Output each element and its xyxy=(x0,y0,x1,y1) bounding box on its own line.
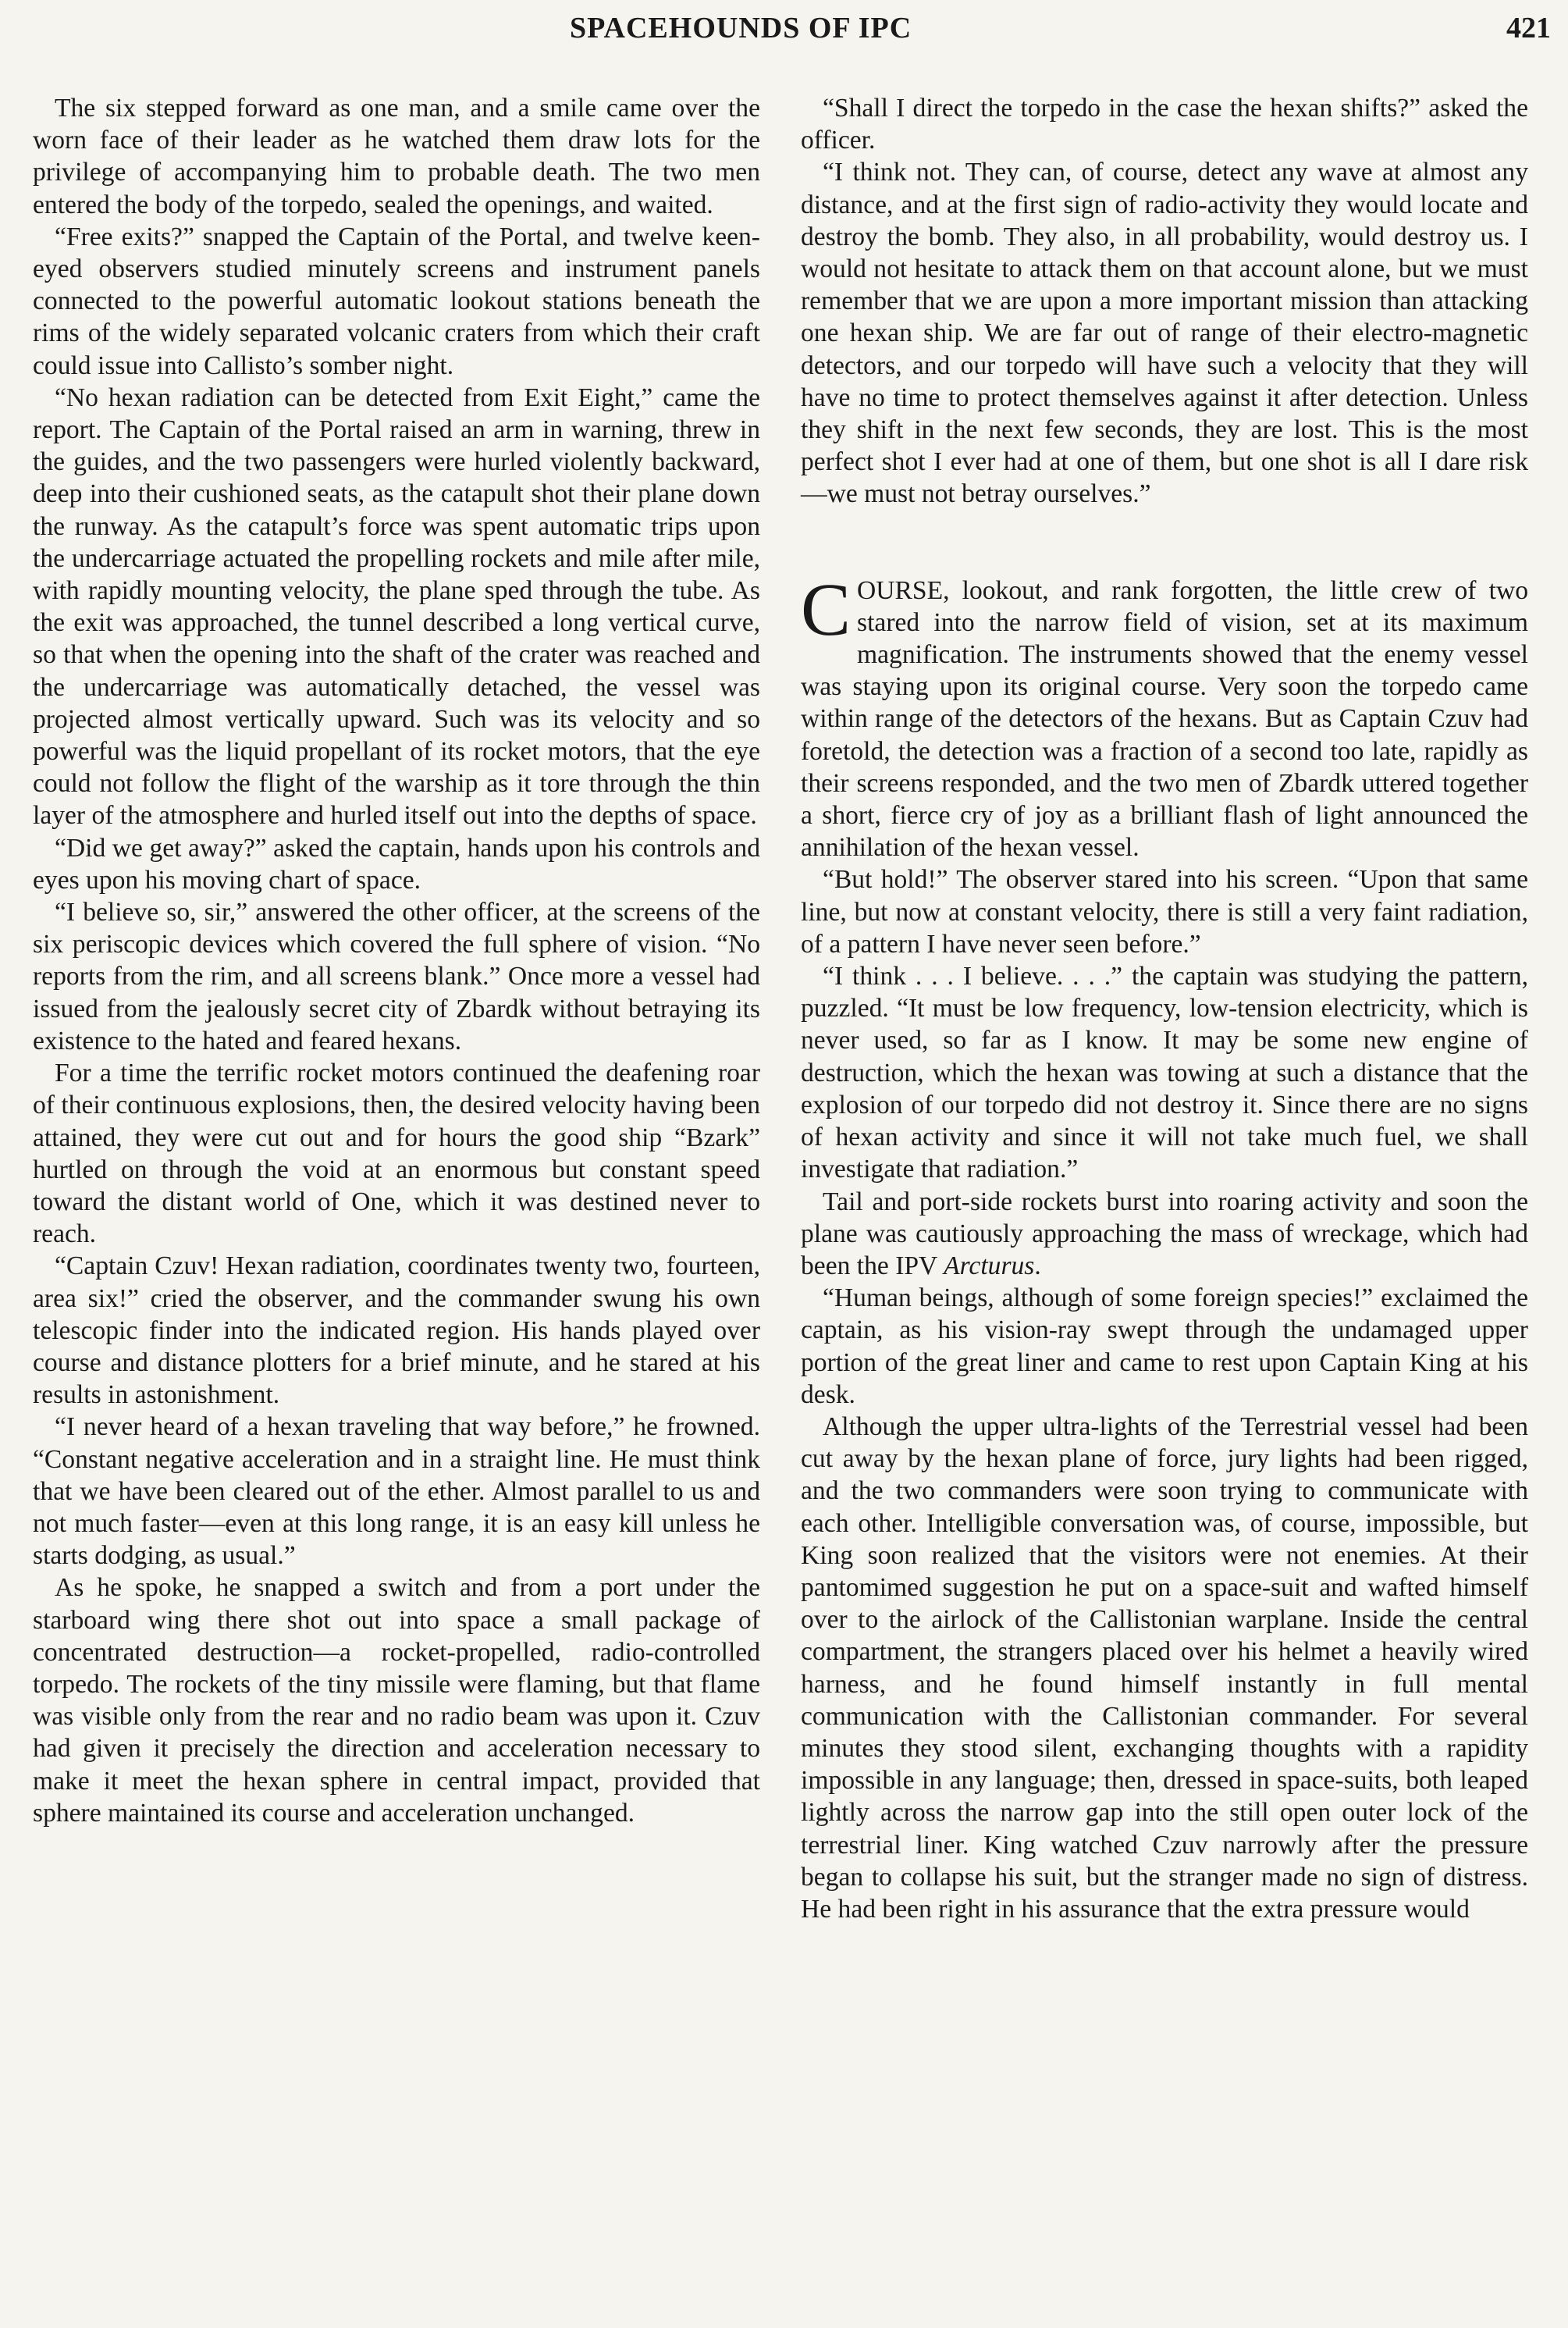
paragraph: “Did we get away?” asked the captain, hands upon his controls and eyes upon his moving chart of space. xyxy=(33,833,760,895)
paragraph-text: . xyxy=(1034,1251,1041,1280)
page-number: 421 xyxy=(1506,12,1551,44)
section-break xyxy=(801,511,1528,575)
paragraph: As he spoke, he snapped a switch and from a port under the starboard wing there shot out into space a small package of concentrated destruction—a rocket-propelled, radio-controlled torpedo. The rockets of the tiny missile were flaming, but that flame was visible only from the rear and no radio beam was upon it. Czuv had given it precisely the direction and acceleration necessary to make it meet the hexan sphere in central impact, provided that sphere maintained its course and acceleration unchanged. xyxy=(33,1573,760,1828)
paragraph: “I think not. They can, of course, detect any wave at almost any distance, and at the first sign of radio-activity they would locate and destroy the bomb. They also, in all probability, would destroy us. I would not hesitate to attack them on that account alone, but we must remember that we are upon a more important mission than attacking one hexan ship. We are far out of range of their electro-magnetic detectors, and our torpedo will have such a velocity that they will have no time to protect themselves against it after detection. Unless they shift in the next few seconds, they are lost. This is the most perfect shot I ever had at one of them, but one shot is all I dare risk—we must not betray ourselves.” xyxy=(801,158,1528,509)
dropcap-paragraph xyxy=(801,567,1528,864)
paragraph: “Free exits?” snapped the Captain of the Portal, and twelve keen-eyed observers studied minutely screens and instrument panels connected to the powerful automatic lookout stations beneath the rims of the widely separated volcanic craters from which their craft could issue into Callisto’s somber night. xyxy=(33,222,760,380)
paragraph: “I never heard of a hexan traveling that way before,” he frowned. “Constant negative acceleration and in a straight line. He must think that we have been cleared out of the ether. Almost parallel to us and not much faster—even at this long range, it is an easy kill unless he starts dodging, as usual.” xyxy=(33,1412,760,1571)
running-title: SPACEHOUNDS OF IPC xyxy=(570,12,912,44)
paragraph: “But hold!” The observer stared into his screen. “Upon that same line, but now at constant velocity, there is still a very faint radiation, of a pattern I have never seen before.” xyxy=(801,865,1528,959)
page-header xyxy=(0,5,1568,52)
paragraph-text: Tail and port-side rockets burst into roaring activity and soon the plane was cautiously approaching the mass of wreckage, which had been the IPV xyxy=(801,1187,1528,1280)
paragraph xyxy=(801,1186,1528,1283)
right-column xyxy=(801,92,1528,1925)
paragraph: Although the upper ultra-lights of the Terrestrial vessel had been cut away by the hexan plane of force, jury lights had been rigged, and the two commanders were soon trying to communicate with each other. Intelligible conversation was, of course, impossible, but King soon realized that the visitors were not enemies. At their pantomimed suggestion he put on a space-suit and wafted himself over to the airlock of the Callistonian warplane. Inside the central compartment, the strangers placed over his helmet a heavily wired harness, and he found himself instantly in full mental communication with the Callistonian commander. For several minutes they stood silent, exchanging thoughts with a rapidity impossible in any language; then, dressed in space-suits, both leaped lightly across the narrow gap into the still open outer lock of the terrestrial liner. King watched Czuv narrowly after the pressure began to collapse his suit, but the stranger made no sign of distress. He had been right in his assurance that the extra pressure would xyxy=(801,1411,1528,1924)
dropcap-paragraph-text: OURSE, lookout, and rank forgotten, the little crew of two stared into the narrow field of vision, set at its maximum magnification. The instruments showed that the enemy vessel was staying upon its original course. Very soon the torpedo came within range of the detectors of the hexans. But as Captain Czuv had foretold, the detection was a fraction of a second too late, rapidly as their screens responded, and the two men of Zbardk uttered together a short, fierce cry of joy as a brilliant flash of light announced the annihilation of the hexan vessel. xyxy=(801,575,1528,863)
paragraph: “Captain Czuv! Hexan radiation, coordinates twenty two, fourteen, area six!” cried the observer, and the commander swung his own telescopic finder into the indicated region. His hands played over course and distance plotters for a brief minute, and he stared at his results in astonishment. xyxy=(33,1251,760,1410)
ship-name: Arcturus xyxy=(944,1251,1035,1280)
paragraph: “No hexan radiation can be detected from Exit Eight,” came the report. The Captain of the Portal raised an arm in warning, threw in the guides, and the two passengers were hurled violently backward, deep into their cushioned seats, as the catapult shot their plane down the runway. As the catapult’s force was spent automatic trips upon the undercarriage actuated the propelling rockets and mile after mile, with rapidly mounting velocity, the plane sped through the tube. As the exit was approached, the tunnel described a long vertical curve, so that when the opening into the shaft of the crater was reached and the undercarriage was automatically detached, the vessel was projected almost vertically upward. Such was its velocity and so powerful was the liquid propellant of its rocket motors, that the eye could not follow the flight of the warship as it tore through the thin layer of the atmosphere and hurled itself out into the depths of space. xyxy=(33,383,760,831)
paragraph: “Human beings, although of some foreign species!” exclaimed the captain, as his vision-ray swept through the undamaged upper portion of the great liner and came to rest upon Captain King at his desk. xyxy=(801,1283,1528,1409)
paragraph: For a time the terrific rocket motors continued the deafening roar of their continuous explosions, then, the desired velocity having been attained, they were cut out and for hours the good ship “Bzark” hurtled on through the void at an enormous but constant speed toward the distant world of One, which it was destined never to reach. xyxy=(33,1059,760,1249)
paragraph: “I believe so, sir,” answered the other officer, at the screens of the six periscopic devices which covered the full sphere of vision. “No reports from the rim, and all screens blank.” Once more a vessel had issued from the jealously secret city of Zbardk without betraying its existence to the hated and feared hexans. xyxy=(33,898,760,1055)
drop-cap: C xyxy=(801,567,852,651)
paragraph: “Shall I direct the torpedo in the case the hexan shifts?” asked the officer. xyxy=(801,94,1528,155)
left-column xyxy=(33,92,760,1829)
paragraph: “I think . . . I believe. . . .” the captain was studying the pattern, puzzled. “It must be low frequency, low-tension electricity, which is never used, so far as I know. It may be some new engine of destruction, which the hexan was towing at such a distance that the explosion of our torpedo did not destroy it. Since there are no signs of hexan activity and since it will not take much fuel, we shall investigate that radiation.” xyxy=(801,962,1528,1184)
paragraph: The six stepped forward as one man, and a smile came over the worn face of their leader as he watched them draw lots for the privilege of accompanying him to probable death. The two men entered the body of the torpedo, sealed the openings, and waited. xyxy=(33,94,760,219)
